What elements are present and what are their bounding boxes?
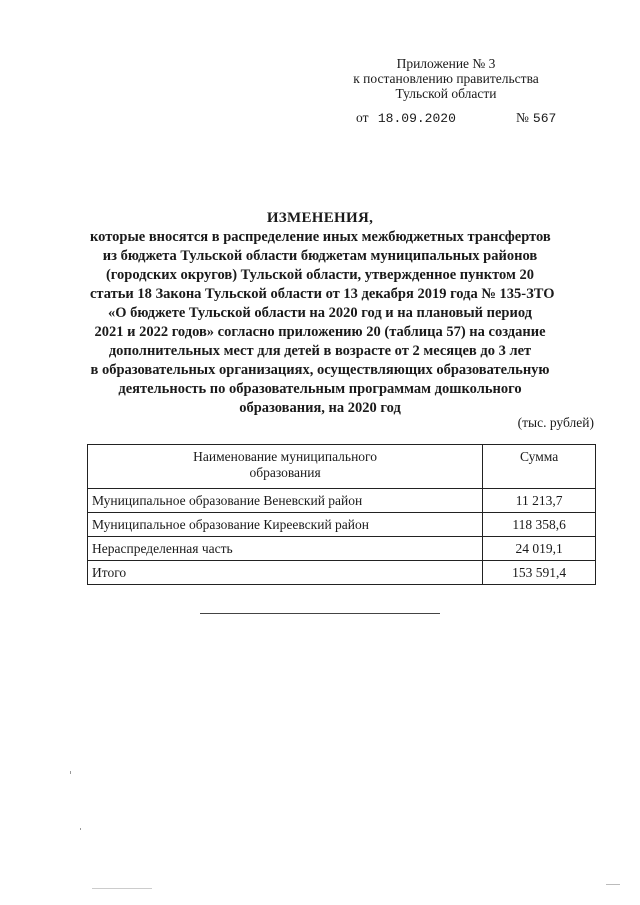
row-name: Муниципальное образование Киреевский район xyxy=(88,513,483,537)
header-municipality-line2: образования xyxy=(249,465,321,480)
scan-speck xyxy=(606,884,620,885)
table-row-total xyxy=(88,561,596,585)
table-row xyxy=(88,537,596,561)
decree-number: 567 xyxy=(532,111,557,126)
decree-date-number xyxy=(356,110,557,126)
title-line: статьи 18 Закона Тульской области от 13 декабря 2019 года № 135-ЗТО xyxy=(90,286,555,302)
appendix-reference: к постановлению правительства xyxy=(353,71,539,86)
table-row xyxy=(88,513,596,537)
row-name: Нераспределенная часть xyxy=(88,537,483,561)
header-municipality xyxy=(88,445,483,489)
title-line: деятельность по образовательным программам дошкольного xyxy=(118,381,522,397)
title-line: которые вносятся в распределение иных межбюджетных трансфертов xyxy=(90,229,551,245)
appendix-region: Тульской области xyxy=(395,86,497,101)
row-name: Муниципальное образование Веневский район xyxy=(88,489,483,513)
row-amount: 153 591,4 xyxy=(483,561,596,585)
row-name: Итого xyxy=(88,561,483,585)
table-header-row xyxy=(88,445,596,489)
number-sign: № xyxy=(516,110,529,125)
title-line: образования, на 2020 год xyxy=(239,400,401,416)
title-line: дополнительных мест для детей в возрасте от 2 месяцев до 3 лет xyxy=(108,343,532,359)
title-line: в образовательных организациях, осуществляющих образовательную xyxy=(90,362,550,378)
title-line: из бюджета Тульской области бюджетам муниципальных районов xyxy=(102,248,538,264)
appendix-caption xyxy=(330,56,562,101)
scan-speck xyxy=(92,888,152,889)
units-note: (тыс. рублей) xyxy=(517,415,594,430)
title-line: «О бюджете Тульской области на 2020 год и на плановый период xyxy=(107,305,533,321)
row-amount: 24 019,1 xyxy=(483,537,596,561)
title-line: (городских округов) Тульской области, утвержденное пунктом 20 xyxy=(105,267,535,283)
end-separator-line xyxy=(200,613,440,614)
scan-speck xyxy=(80,828,81,830)
title-heading: ИЗМЕНЕНИЯ, xyxy=(266,210,374,226)
table-row xyxy=(88,489,596,513)
decree-date: 18.09.2020 xyxy=(377,111,456,126)
budget-table xyxy=(87,444,596,585)
title-line: 2021 и 2022 годов» согласно приложению 20 (таблица 57) на создание xyxy=(94,324,546,340)
row-amount: 11 213,7 xyxy=(483,489,596,513)
date-from-label: от xyxy=(356,110,369,125)
appendix-number: Приложение № 3 xyxy=(396,56,496,71)
row-amount: 118 358,6 xyxy=(483,513,596,537)
header-municipality-line1: Наименование муниципального xyxy=(193,449,377,464)
header-amount: Сумма xyxy=(483,445,596,489)
scan-speck xyxy=(70,771,71,774)
document-title xyxy=(90,209,555,418)
